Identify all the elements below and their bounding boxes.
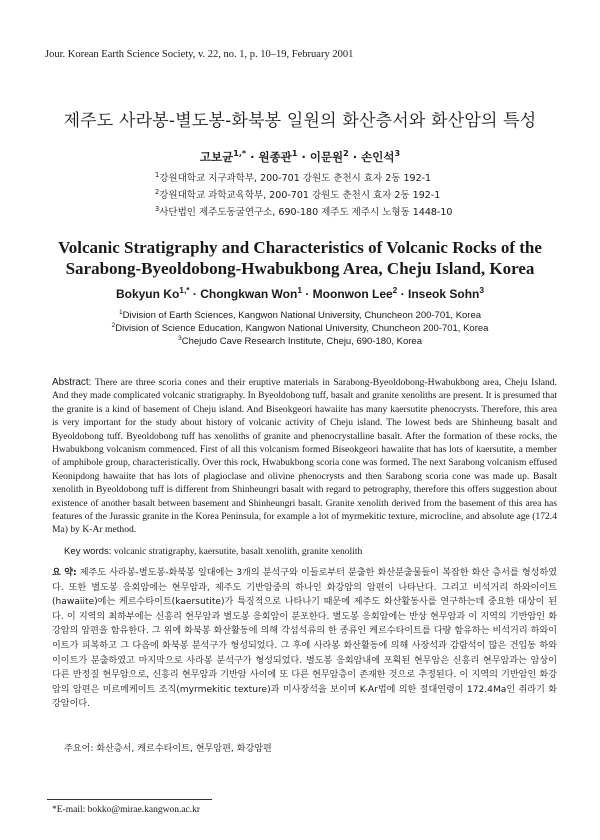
affiliation-text: Chejudo Cave Research Institute, Cheju, 690-180, Korea (181, 336, 422, 347)
english-affiliation (60, 322, 540, 335)
keywords (64, 546, 559, 557)
affiliation-mark: 1 (155, 170, 160, 179)
summary-label: 요 약: (52, 568, 77, 578)
korean-keywords-text: 화산층서, 케르수타이트, 현무암편, 화강암편 (96, 744, 272, 754)
keywords-label: Key words: (64, 546, 112, 557)
footnote-email: *E-mail: bokko@mirae.kangwon.ac.kr (52, 805, 201, 815)
english-title (40, 237, 560, 279)
affiliation-text: 강원대학교 지구과학부, 200-701 강원도 춘천시 효자 2동 192-1 (159, 173, 432, 184)
author-name: Inseok Sohn (408, 287, 480, 301)
author-affiliation-mark: 2 (392, 285, 398, 295)
affiliation-text: 사단법인 제주도동굴연구소, 690-180 제주도 제주시 노형동 1448-10 (159, 207, 453, 218)
author-affiliation-mark: 2 (343, 149, 349, 159)
abstract-text: There are three scoria cones and their eruptive materials in Sarabong-Byeoldobong-Hwabukbong area, Cheju Island. And they made complicated volcanic stratigraphy. In Byeoldobong tuff, basalt and granite xenoliths are present. It is presumed that the granite is a kind of basement of Cheju island. And Biseokgeori hawaiite has many kaersutite phenocrysts. Therefore, this area is very important for the study about history of volcanic activity of Cheju island. The lowest beds are Shinheung basalt and Byeoldobong tuff. Byeoldobong tuff has xenoliths of granite and phenocrystalline basalt. After the formation of these rocks, the Hwabukbong volcanism commenced. First of all this volcanism formed Biseokgeori hawaiite that has lots of kaersutite, a member of amphibole group, characteristically. Over this rock, Hwabukbong scoria cone was formed. The next Sarabong volcanism effused Keonipdong hawaiite that has lots of plagioclase and olivine phenocrysts and then Sarabong scoria cone was made up. Basalt xenolith in Byeoldobong tuff is different from Shinheungri basalt with regard to petrography, therefore this offers suggestion about existence of another basalt between basement and Shinheungri basalt. Granite xenolith derived from the basement of this area has features of the Jurassic granite in the Korea Peninsula, for example a lot of myrmekitic texture, microcline, and absolute age (172.4 Ma) by K-Ar method. (52, 377, 557, 536)
english-affiliations (60, 309, 540, 348)
korean-affiliation (155, 204, 575, 221)
author-affiliation-mark: 1,* (179, 285, 190, 295)
author-name: 손인석 (361, 150, 395, 164)
korean-affiliations (155, 170, 575, 221)
author-affiliation-mark: 1,* (233, 149, 247, 159)
summary-text: 제주도 사라봉-별도봉-화북봉 일대에는 3개의 분석구와 이들로부터 분출한 화산분출물들이 복잡한 화산 층서를 형성하였다. 또한 별도봉 응회암에는 현무암과, 제주도 기반암중의 하나인 화강암의 암편이 나타난다. 그리고 비석거리 하와이이트(hawaiite)에는 케르수타이트(kaersutite)가 특징적으로 나타나기 때문에 제주도 화산활동사를 연구하는데 중요한 대상이 된다. 이 지역의 최하부에는 신흥리 현무암과 별도봉 응회암이 분포한다. 별도봉 응회암에는 반상 현무암과 이 지역의 기반암인 화강암의 암편을 함유한다. 그 위에 화북봉 화산활동에 의해 각섬석류의 한 종류인 케르수타이트를 다량 함유하는 비석거리 하와이이트가 피복하고 그 다음에 화북봉 분석구가 형성되었다. 그 후에 사라봉 화산활동에 의해 사장석과 감람석이 많은 건입동 하와이이트가 분출하였고 마지막으로 사라봉 분석구가 형성되었다. 별도봉 응회암내에 포획된 현무암은 신흥리 현무암과는 암상이 다른 반정질 현무암으로, 신흥리 현무암과 기반암 사이에 또 다른 현무암층이 존재한 것으로 추정된다. 이 지역의 기반암인 화강암의 암편은 미르메케이트 조직(myrmekitic texture)과 미사장석을 보이며 K-Ar법에 의한 절대연령이 172.4Ma인 쥐라기 화강암이다. (52, 568, 557, 710)
affiliation-mark: 2 (155, 187, 160, 196)
author-affiliation-mark: 1 (291, 149, 298, 159)
english-affiliation (60, 335, 540, 348)
author-name: 고보균 (199, 150, 234, 164)
english-authors (0, 287, 600, 301)
affiliation-text: Division of Science Education, Kangwon National University, Chuncheon 200-701, Korea (115, 323, 489, 334)
affiliation-mark: 3 (178, 334, 182, 342)
english-affiliation (60, 309, 540, 322)
author-separator: · (297, 150, 310, 164)
author-separator: · (189, 287, 201, 301)
korean-title: 제주도 사라봉-별도봉-화북봉 일원의 화산층서와 화산암의 특성 (63, 111, 537, 131)
affiliation-mark: 1 (118, 308, 123, 316)
author-separator: · (397, 287, 409, 301)
author-name: 이문원 (309, 150, 344, 164)
journal-citation: Jour. Korean Earth Science Society, v. 22, no. 1, p. 10–19, February 2001 (45, 49, 354, 60)
english-title-line: Sarabong-Byeoldobong-Hwabukbong Area, Cheju Island, Korea (65, 259, 535, 278)
korean-authors (0, 149, 600, 165)
korean-summary (52, 566, 557, 712)
abstract-label: Abstract: (52, 377, 92, 388)
author-name: Moonwon Lee (312, 287, 393, 301)
english-title-line: Volcanic Stratigraphy and Characteristics of Volcanic Rocks of the (58, 238, 542, 257)
author-name: Chongkwan Won (200, 287, 298, 301)
affiliation-mark: 2 (111, 321, 116, 329)
author-separator: · (348, 150, 362, 164)
author-affiliation-mark: 3 (479, 285, 485, 295)
author-name: Bokyun Ko (115, 287, 180, 301)
affiliation-text: 강원대학교 과학교육학부, 200-701 강원도 춘천시 효자 2동 192-1 (159, 190, 441, 201)
abstract (52, 376, 557, 537)
author-affiliation-mark: 1 (297, 285, 302, 295)
keywords-text: volcanic stratigraphy, kaersutite, basalt xenolith, granite xenolith (113, 546, 363, 557)
korean-keywords-label: 주요어: (64, 744, 94, 754)
author-affiliation-mark: 3 (394, 149, 401, 159)
korean-affiliation (155, 187, 575, 204)
author-separator: · (302, 287, 313, 301)
footnote-divider (47, 799, 212, 800)
author-name: 원종관 (258, 150, 292, 164)
affiliation-text: Division of Earth Sciences, Kangwon National University, Chuncheon 200-701, Korea (122, 310, 482, 321)
author-separator: · (246, 150, 259, 164)
korean-keywords (64, 741, 559, 754)
korean-affiliation (155, 170, 575, 187)
affiliation-mark: 3 (155, 204, 160, 213)
